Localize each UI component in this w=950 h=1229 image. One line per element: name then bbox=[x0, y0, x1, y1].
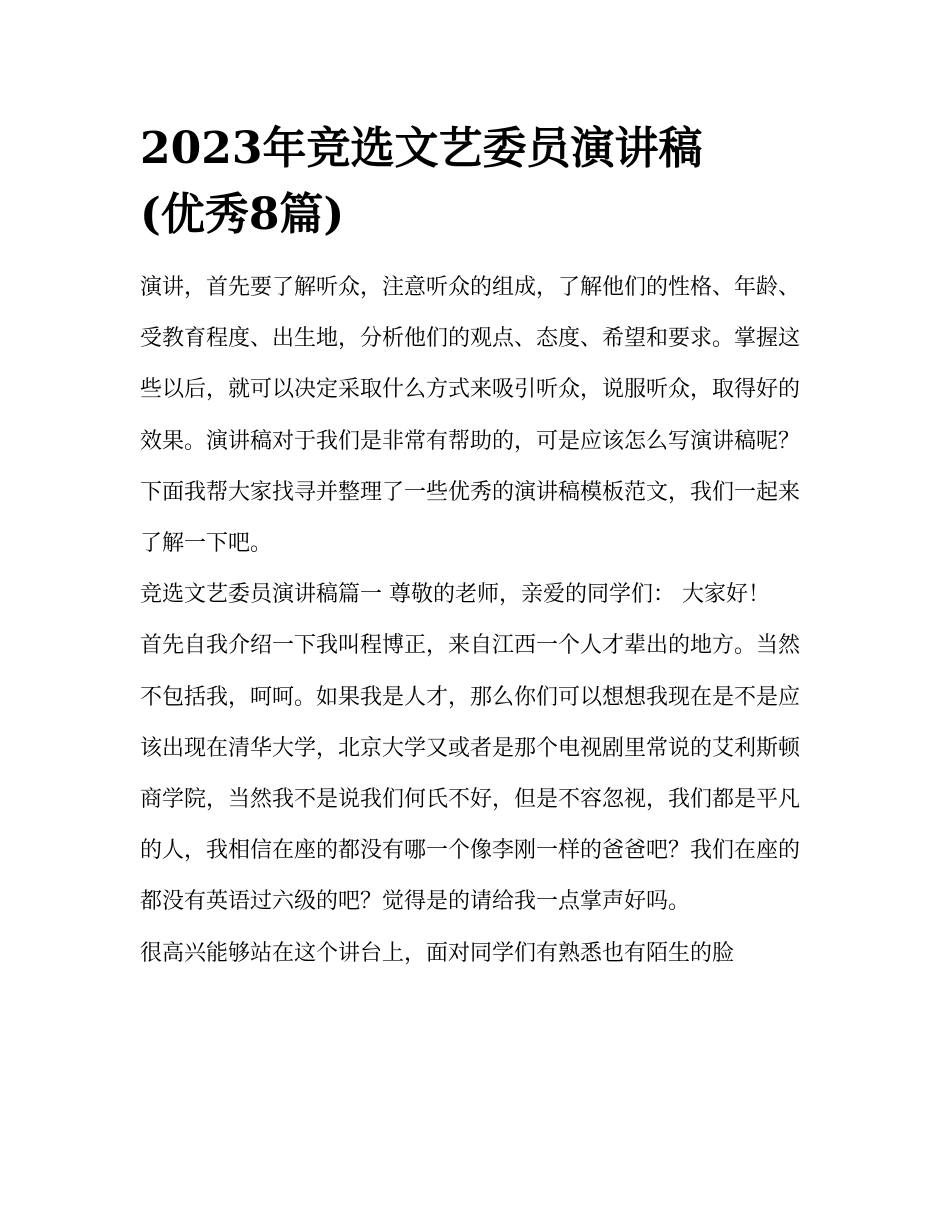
title-line-1: 2023年竞选文艺委员演讲稿 bbox=[140, 123, 703, 174]
title-line-2: (优秀8篇) bbox=[140, 189, 345, 240]
paragraph-continuation: 很高兴能够站在这个讲台上，面对同学们有熟悉也有陌生的脸 bbox=[140, 940, 735, 966]
paragraph-greeting: 竞选文艺委员演讲稿篇一 尊敬的老师，亲爱的同学们： 大家好！ bbox=[140, 582, 770, 608]
document-body bbox=[140, 116, 820, 979]
document-title bbox=[140, 116, 820, 248]
paragraph-self-introduction: 首先自我介绍一下我叫程博正，来自江西一个人才辈出的地方。当然不包括我，呵呵。如果我是人才，那么你们可以想想我现在是不是应该出现在清华大学，北京大学又或者是那个电视剧里常说的艾利斯顿商学院，当然我不是说我们何氏不好，但是不容忽视，我们都是平凡的人，我相信在座的都没有哪一个像李刚一样的爸爸吧？我们在座的都没有英语过六级的吧？觉得是的请给我一点掌声好吗。 bbox=[140, 633, 801, 915]
paragraph-intro: 演讲，首先要了解听众，注意听众的组成，了解他们的性格、年龄、受教育程度、出生地，分析他们的观点、态度、希望和要求。掌握这些以后，就可以决定采取什么方式来吸引听众，说服听众，取得好的效果。演讲稿对于我们是非常有帮助的，可是应该怎么写演讲稿呢？下面我帮大家找寻并整理了一些优秀的演讲稿模板范文，我们一起来了解一下吧。 bbox=[140, 275, 801, 557]
